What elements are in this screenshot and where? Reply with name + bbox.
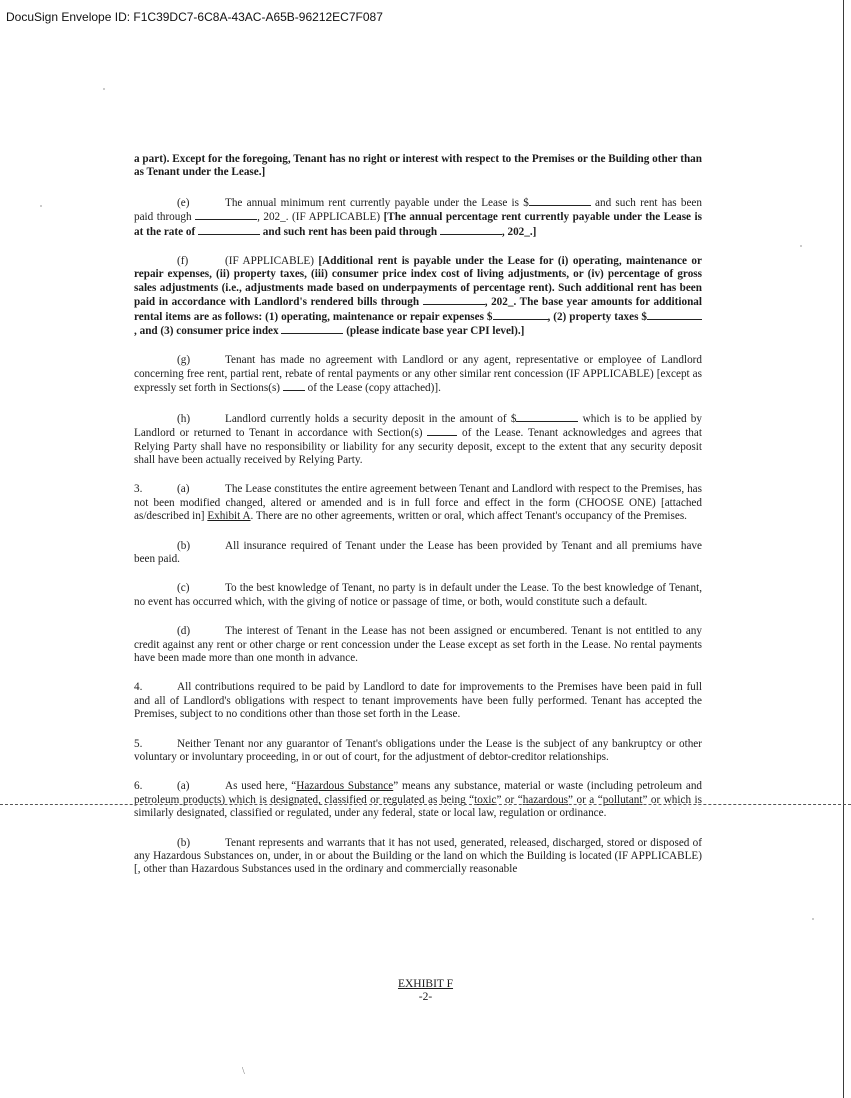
section-6a: 6. (a) As used here, “Hazardous Substance” means any substance, material or waste (including petroleum and petroleum products) which is designated, classified or regulated as being “toxic” or “hazardous” or a “pollutant” or which is similarly designated, classified or regulated, under any federal, state or local law, regulation or ordinance. [134,780,703,820]
blank-line [440,225,502,235]
section-3a: 3. (a) The Lease constitutes the entire agreement between Tenant and Landlord with respect to the Premises, has not been modified changed, altered or amended and is in full force and effect in the form (CHOOSE ONE) [attached as/described in] Exhibit A. There are no other agreements, written or oral, which affect Tenant's occupancy of the Premises. [134,483,702,523]
scan-speck [40,205,42,207]
blank-line [195,210,257,220]
paragraph-h: (h) Landlord currently holds a security deposit in the amount of $ which is to be applied by Landlord or returned to Tenant in accordance with Section(s) of the Lease. Tenant acknowledges and agrees that Relying Party shall have no responsibility or liability for any security deposit, except to the extent that any security deposit shall have been actually received by Relying Party. [134,412,702,466]
item-label: (a) [177,483,190,496]
item-label: (a) [177,780,190,793]
paragraph-f: (f) (IF APPLICABLE) [Additional rent is payable under the Lease for (i) operating, maintenance or repair expenses, (ii) property taxes, (iii) consumer price index cost of living adjustments, or (iv) percentage of gross sales adjustments (i.e., adjustments made based on underpayments of percentage rent). Such additional rent has been paid in accordance with Landlord's rendered bills through , 202_. The base year amounts for additional rental items are as follows: (1) operating, maintenance or repair expenses $ , (2) property taxes $, and (3) consumer price index (please indicate base year CPI level).] [134,255,702,338]
blank-line [281,324,343,334]
blank-line [198,225,260,235]
exhibit-a-reference: Exhibit A [207,510,251,523]
scan-artifact-line [0,804,851,805]
section-3c: (c) To the best knowledge of Tenant, no party is in default under the Lease. To the best knowledge of Tenant, no event has occurred which, with the giving of notice or passage of time, or both, would constitute such a default. [134,582,702,608]
intro-paragraph: a part). Except for the foregoing, Tenant has no right or interest with respect to the Premises or the Building other than as Tenant under the Lease.] [134,153,702,179]
scan-edge-line [843,0,844,1098]
exhibit-label: EXHIBIT F [397,978,454,990]
document-body [134,153,702,893]
scan-speck [103,88,105,90]
paragraph-g: (g) Tenant has made no agreement with Landlord or any agent, representative or employee of Landlord concerning free rent, partial rent, rebate of rental payments or any other similar rent concession (IF APPLICABLE) [except as expressly set forth in Sections(s) of the Lease (copy attached)]. [134,354,702,395]
section-6b: (b) Tenant represents and warrants that it has not used, generated, released, discharged, stored or disposed of any Hazardous Substances on, under, in or about the Building or the land on which the Building is located (IF APPLICABLE) [, other than Hazardous Substances used in the ordinary and commercially reasonable [134,836,702,876]
item-label: (b) [177,539,191,552]
scan-speck [800,245,802,247]
section-3d: (d) The interest of Tenant in the Lease has not been assigned or encumbered. Tenant is not entitled to any credit against any rent or other charge or rent concession under the Lease except as set forth in the Lease. No rental payments have been made more than one month in advance. [134,625,702,664]
section-number: 6. [134,780,143,793]
item-label: (b) [177,836,191,849]
section-number: 5. [134,737,143,750]
blank-line [283,381,305,391]
page-number: -2- [418,991,433,1003]
page-footer [0,978,851,1004]
section-number: 4. [134,681,143,694]
section-number: 3. [134,483,143,496]
blank-line [423,295,485,305]
blank-line [493,310,548,320]
section-3b: (b) All insurance required of Tenant under the Lease has been provided by Tenant and all premiums have been paid. [134,539,702,565]
paragraph-e: (e) The annual minimum rent currently payable under the Lease is $ and such rent has been paid through , 202_. (IF APPLICABLE) [The annual percentage rent currently payable under the Lease is at the rate of and such rent has been paid through , 202_.] [134,196,702,238]
defined-term: Hazardous Substance [296,780,394,793]
section-4: 4. All contributions required to be paid by Landlord to date for improvements to the Premises have been paid in full and all of Landlord's obligations with respect to tenant improvements have been fully performed. Tenant has accepted the Premises, subject to no conditions other than those set forth in the Lease. [134,681,702,721]
blank-line [647,310,702,320]
item-label: (e) [177,196,190,209]
item-label: (g) [177,354,191,367]
blank-line [516,412,578,422]
scan-mark: \ [242,1066,245,1077]
section-5: 5. Neither Tenant nor any guarantor of Tenant's obligations under the Lease is the subject of any bankruptcy or other voluntary or involuntary proceeding, in or out of court, for the adjustment of debtor-creditor relationships. [134,737,702,763]
item-label: (h) [177,412,191,425]
item-label: (d) [177,625,191,638]
blank-line [427,426,457,436]
envelope-id: DocuSign Envelope ID: F1C39DC7-6C8A-43AC-A65B-96212EC7F087 [6,10,383,24]
scan-speck [812,918,814,920]
item-label: (c) [177,582,190,595]
item-label: (f) [177,255,189,268]
blank-line [529,196,591,206]
